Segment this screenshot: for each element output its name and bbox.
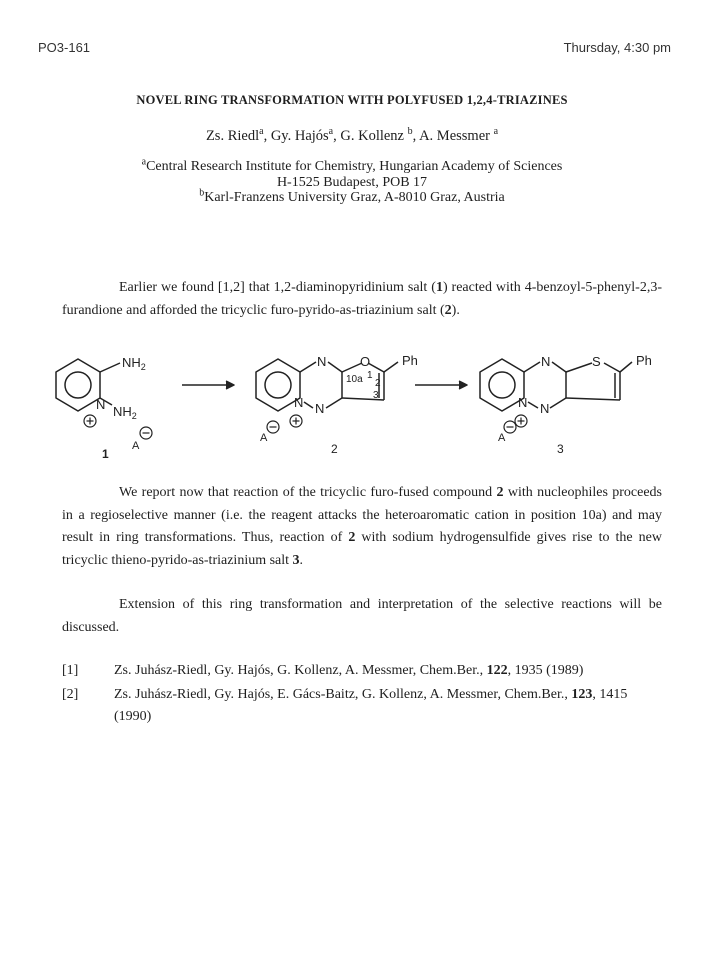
compound-ref: 2 — [348, 530, 356, 545]
report-text: . — [299, 552, 304, 568]
reference-number: [2] — [62, 687, 79, 702]
compound-ref: 2 — [496, 485, 504, 500]
position-label: 10a — [346, 374, 363, 385]
n-label: N — [317, 354, 327, 369]
compound-number: 3 — [557, 442, 564, 456]
affil-mark: a — [141, 156, 147, 168]
affil-mark: b — [199, 187, 205, 199]
n-label: N — [294, 395, 304, 410]
affiliation-a-address: H-1525 Budapest, POB 17 — [276, 175, 428, 190]
reference-number: [1] — [62, 663, 79, 678]
intro-text: Earlier we found [1,2] that 1,2-diaminopyridinium salt ( — [119, 280, 436, 295]
compound-ref: 1 — [435, 280, 443, 295]
report-text: with sodium hydrogensulfide gives rise to the new tricyclic thieno-pyrido-as-triazinium salt — [62, 530, 663, 568]
author-affil-mark: b — [407, 126, 413, 138]
author-name: G. Kollenz — [340, 128, 404, 144]
reference-item — [62, 684, 662, 728]
affil-b-name: Karl-Franzens University Graz, A-8010 Graz, Austria — [204, 190, 505, 205]
intro-text: ). — [451, 302, 460, 318]
n-label: N — [518, 395, 528, 410]
author-list: Zs. Riedl$^a$, Gy. Hajós$^a$, G. Kollenz $^b$, A. Messmer $^a$ — [205, 126, 499, 144]
pyridine-ring-1 — [56, 359, 120, 411]
reference-text: Zs. Juhász-Riedl, Gy. Hajós, E. Gács-Baitz, G. Kollenz, A. Messmer, Chem.Ber., 123, 1415 (1990) — [114, 687, 628, 724]
n-label: N — [315, 401, 325, 416]
session-time: Thursday, 4:30 pm — [563, 40, 671, 55]
compound-number: 1 — [102, 447, 109, 461]
report-text: We report now that reaction of the tricyclic furo-fused compound — [119, 485, 497, 500]
reaction-arrow — [415, 381, 467, 389]
position-label: 3 — [373, 390, 379, 401]
compound-ref: 3 — [292, 552, 300, 568]
affiliation-b — [0, 187, 704, 206]
reference-text: Zs. Juhász-Riedl, Gy. Hajós, G. Kollenz, A. Messmer, Chem.Ber., 122, 1935 (1989) — [114, 663, 584, 678]
thieno-pyrido-triazinium-3 — [480, 359, 632, 411]
anion-label: A — [260, 432, 268, 444]
paragraph-intro — [62, 277, 662, 322]
reaction-arrow — [182, 381, 234, 389]
ph-label: Ph — [636, 353, 652, 368]
position-label: 2 — [375, 378, 381, 389]
ph-label: Ph — [402, 353, 418, 368]
reference-list — [62, 660, 662, 730]
paragraph-outlook: Extension of this ring transformation and interpretation of the selective reactions will be discussed. — [62, 597, 662, 635]
n-label: N — [96, 397, 106, 412]
author-name: Zs. Riedl — [205, 128, 260, 144]
o-label: O — [360, 354, 371, 369]
session-code: PO3-161 — [38, 40, 91, 55]
s-label: S — [592, 354, 601, 369]
anion-label: A — [132, 440, 140, 452]
affil-a-name: Central Research Institute for Chemistry, Hungarian Academy of Sciences — [146, 159, 563, 174]
paragraph-report — [62, 482, 662, 572]
author-name: A. Messmer — [419, 128, 490, 144]
compound-number: 2 — [331, 442, 338, 456]
affiliation-a — [0, 156, 704, 175]
nh2-label: $NH_2$ — [122, 355, 146, 372]
reference-item — [62, 660, 662, 682]
author-affil-mark: a — [493, 126, 499, 138]
reaction-scheme — [0, 345, 704, 470]
paper-title: NOVEL RING TRANSFORMATION WITH POLYFUSED 1,2,4-TRIAZINES — [136, 93, 568, 107]
compound-ref: 2 — [444, 302, 452, 318]
author-name: Gy. Hajós — [270, 128, 329, 144]
intro-text: ) reacted with 4-benzoyl-5-phenyl-2,3-furandione and afforded the tricyclic furo-pyrido-as-triazinium salt ( — [62, 280, 662, 318]
report-text: with nucleophiles proceeds in a regioselective manner (i.e. the reagent attacks the heteroaromatic cation in position 10a) and may result in ring transformations. Thus, reaction of — [62, 485, 662, 545]
anion-label: A — [498, 432, 506, 444]
position-label: 1 — [367, 370, 373, 381]
n-label: N — [540, 401, 550, 416]
author-affil-mark: a — [259, 126, 264, 138]
n-label: N — [541, 354, 551, 369]
author-affil-mark: a — [328, 126, 334, 138]
nh2-label: $NH_2$ — [113, 404, 137, 421]
